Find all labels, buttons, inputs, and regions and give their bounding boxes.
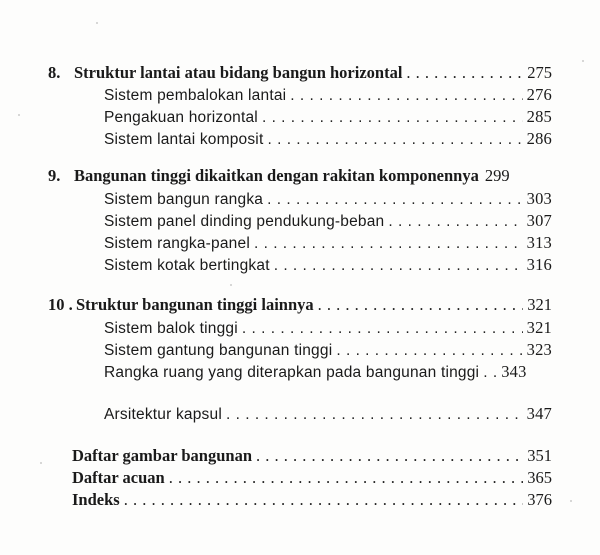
- scan-speck: [96, 22, 98, 24]
- scan-speck: [18, 114, 20, 116]
- entry-title: Pengakuan horizontal: [104, 109, 258, 126]
- entry-title: Sistem balok tinggi: [104, 320, 238, 337]
- entry-title: Sistem pembalokan lantai: [104, 87, 287, 104]
- dot-leader: [254, 233, 523, 255]
- chapter-title: Struktur lantai atau bidang bangun horizontal: [74, 63, 403, 82]
- page-number: 347: [526, 404, 552, 423]
- toc-back-matter-entry: [72, 445, 552, 467]
- toc-entry: [104, 403, 552, 425]
- dot-leader: [290, 85, 522, 107]
- page-number: 303: [526, 189, 552, 208]
- dot-leader: [267, 189, 523, 211]
- dot-leader: [388, 211, 522, 233]
- toc-chapter-10: [48, 294, 552, 316]
- dot-leader: [406, 62, 523, 84]
- toc-chapter-8: [48, 62, 552, 84]
- dot-leader: [256, 445, 523, 467]
- dot-leader: [274, 255, 523, 277]
- entry-title: Daftar acuan: [72, 468, 165, 487]
- chapter-title: Bangunan tinggi dikaitkan dengan rakitan komponennya: [74, 166, 479, 185]
- chapter-number: 9.: [48, 166, 61, 185]
- dot-leader: [169, 467, 524, 489]
- scan-speck: [570, 500, 572, 502]
- page-number: 285: [526, 107, 552, 126]
- dot-leader: [318, 294, 524, 316]
- page-number: 307: [526, 211, 552, 230]
- entry-title: Sistem lantai komposit: [104, 131, 264, 148]
- page-number: 316: [526, 255, 552, 274]
- dot-leader: [124, 489, 524, 511]
- dot-leader: [336, 340, 522, 362]
- toc-back-matter-entry: [72, 467, 552, 489]
- scan-speck: [40, 462, 42, 464]
- page-number: 321: [526, 318, 552, 337]
- chapter-number: 10 .: [48, 295, 73, 314]
- toc-entry: [104, 361, 552, 383]
- toc-entry: [104, 232, 552, 254]
- dot-leader: [262, 107, 523, 129]
- chapter-title: Struktur bangunan tinggi lainnya: [76, 295, 314, 314]
- toc-entry: [104, 188, 552, 210]
- scan-speck: [582, 60, 584, 62]
- dot-leader: [226, 404, 523, 426]
- entry-title: Sistem panel dinding pendukung-beban: [104, 213, 385, 230]
- dot-leader: [483, 362, 497, 384]
- page-number: 299: [484, 166, 510, 185]
- toc-entry: [104, 128, 552, 150]
- entry-title: Indeks: [72, 490, 120, 509]
- entry-title: Sistem gantung bangunan tinggi: [104, 342, 333, 359]
- page-number: 321: [527, 295, 552, 314]
- page-number: 276: [526, 85, 552, 104]
- page-number: 275: [527, 63, 552, 82]
- chapter-number: 8.: [48, 63, 61, 82]
- page-number: 323: [526, 340, 552, 359]
- page-number: 286: [526, 129, 552, 148]
- toc-entry: [104, 254, 552, 276]
- dot-leader: [242, 318, 523, 340]
- scan-speck: [230, 284, 232, 286]
- toc-back-matter-entry: [72, 489, 552, 511]
- toc-entry: [104, 84, 552, 106]
- toc-entry: [104, 210, 552, 232]
- entry-title: Daftar gambar bangunan: [72, 446, 253, 465]
- page-number: 376: [527, 490, 552, 509]
- page-number: 343: [501, 362, 527, 381]
- dot-leader: [267, 129, 522, 151]
- entry-title: Arsitektur kapsul: [104, 406, 222, 423]
- entry-title: Sistem rangka-panel: [104, 235, 250, 252]
- toc-entry: [104, 317, 552, 339]
- entry-title: Rangka ruang yang diterapkan pada bangunan tinggi: [104, 364, 480, 381]
- toc-entry: [104, 106, 552, 128]
- entry-title: Sistem kotak bertingkat: [104, 257, 270, 274]
- page-number: 313: [526, 233, 552, 252]
- page-number: 351: [527, 446, 552, 465]
- entry-title: Sistem bangun rangka: [104, 191, 264, 208]
- page-number: 365: [527, 468, 552, 487]
- toc-entry: [104, 339, 552, 361]
- toc-chapter-9: [48, 165, 552, 187]
